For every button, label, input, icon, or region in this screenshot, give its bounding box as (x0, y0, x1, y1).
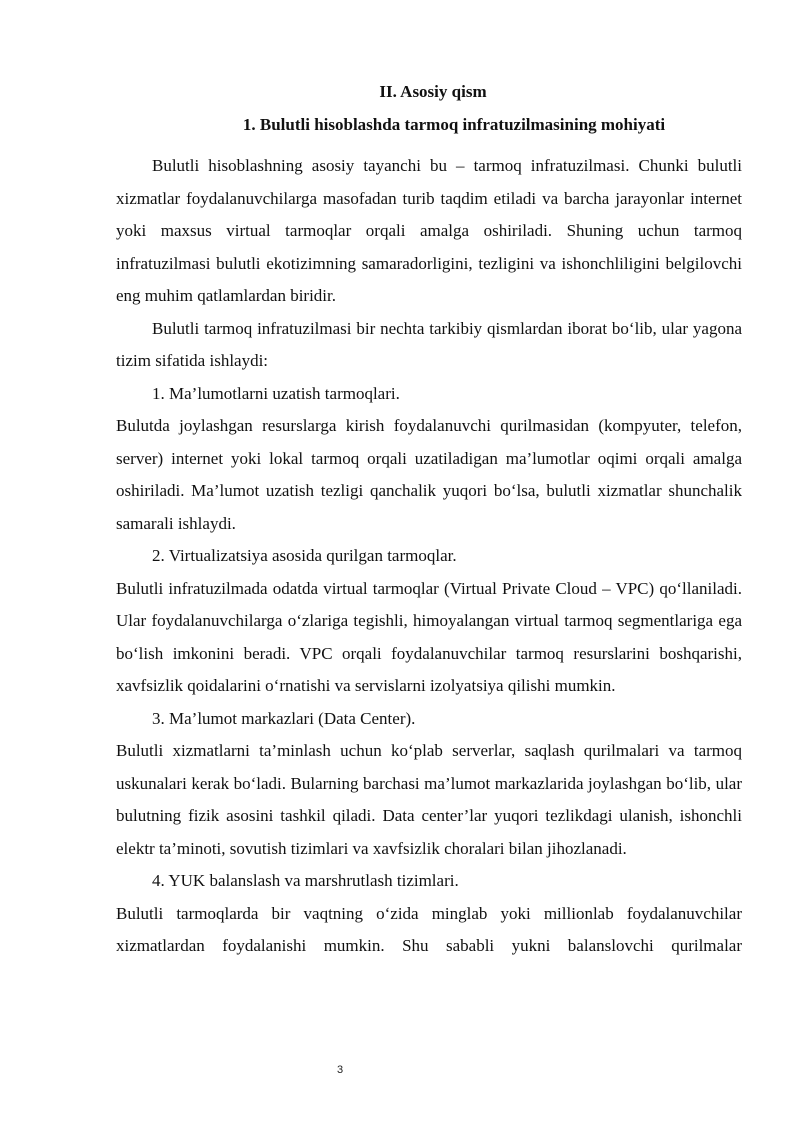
chapter-heading: 1. Bulutli hisoblashda tarmoq infratuzilmasining mohiyati (242, 114, 666, 134)
item-3-text: Bulutli xizmatlarni ta’minlash uchun ko‘plab serverlar, saqlash qurilmalari va tarmoq uskunalari kerak bo‘ladi. Bularning barchasi ma’lumot markazlarida joylashgan bo‘lib, ular bulutning fizik asosini tashkil qiladi. Data center’lar yuqori tezlikdagi ulanish, ishonchli elektr ta’minoti, sovutish tizimlari va xavfsizlik choralari bilan jihozlanadi. (116, 741, 742, 858)
intro-paragraph-2: Bulutli tarmoq infratuzilmasi bir nechta tarkibiy qismlardan iborat bo‘lib, ular yagona tizim sifatida ishlaydi: (116, 318, 742, 370)
item-4-text: Bulutli tarmoqlarda bir vaqtning o‘zida minglab yoki millionlab foydalanuvchilar xizmatlardan foydalanishi mumkin. Shu sababli yukni balanslovchi qurilmalar (116, 903, 742, 955)
item-1-text: Bulutda joylashgan resurslarga kirish foydalanuvchi qurilmasidan (kompyuter, telefon, server) internet yoki lokal tarmoq orqali uzatiladigan ma’lumotlar oqimi orqali amalga oshiriladi. Ma’lumot uzatish tezligi qanchalik yuqori bo‘lsa, bulutli xizmatlar shunchalik samarali ishlaydi. (116, 416, 742, 533)
page-number: 3 (336, 1064, 344, 1076)
section-heading: II. Asosiy qism (379, 82, 487, 101)
intro-paragraph-1: Bulutli hisoblashning asosiy tayanchi bu – tarmoq infratuzilmasi. Chunki bulutli xizmatlar foydalanuvchilarga masofadan turib taqdim etiladi va barcha jarayonlar internet yoki maxsus virtual tarmoqlar orqali amalga oshiriladi. Shuning uchun tarmoq infratuzilmasi bulutli ekotizimning samaradorligini, tezligini va ishonchliligini belgilovchi eng muhim qatlamlardan biridir. (116, 156, 742, 305)
item-2-text: Bulutli infratuzilmada odatda virtual tarmoqlar (Virtual Private Cloud – VPC) qo‘llaniladi. Ular foydalanuvchilarga o‘zlariga tegishli, himoyalangan virtual tarmoq segmentlariga ega bo‘lish imkonini beradi. VPC orqali foydalanuvchilar tarmoq resurslarini boshqarishi, xavfsizlik qoidalarini o‘rnatishi va servislarni izolyatsiya qilishi mumkin. (116, 578, 742, 695)
item-2-title: 2. Virtualizatsiya asosida qurilgan tarmoqlar. (152, 546, 457, 565)
page-content (116, 76, 742, 963)
item-1-title: 1. Ma’lumotlarni uzatish tarmoqlari. (152, 383, 400, 403)
item-4-title: 4. YUK balanslash va marshrutlash tizimlari. (152, 871, 459, 890)
item-3-title: 3. Ma’lumot markazlari (Data Center). (152, 708, 416, 728)
